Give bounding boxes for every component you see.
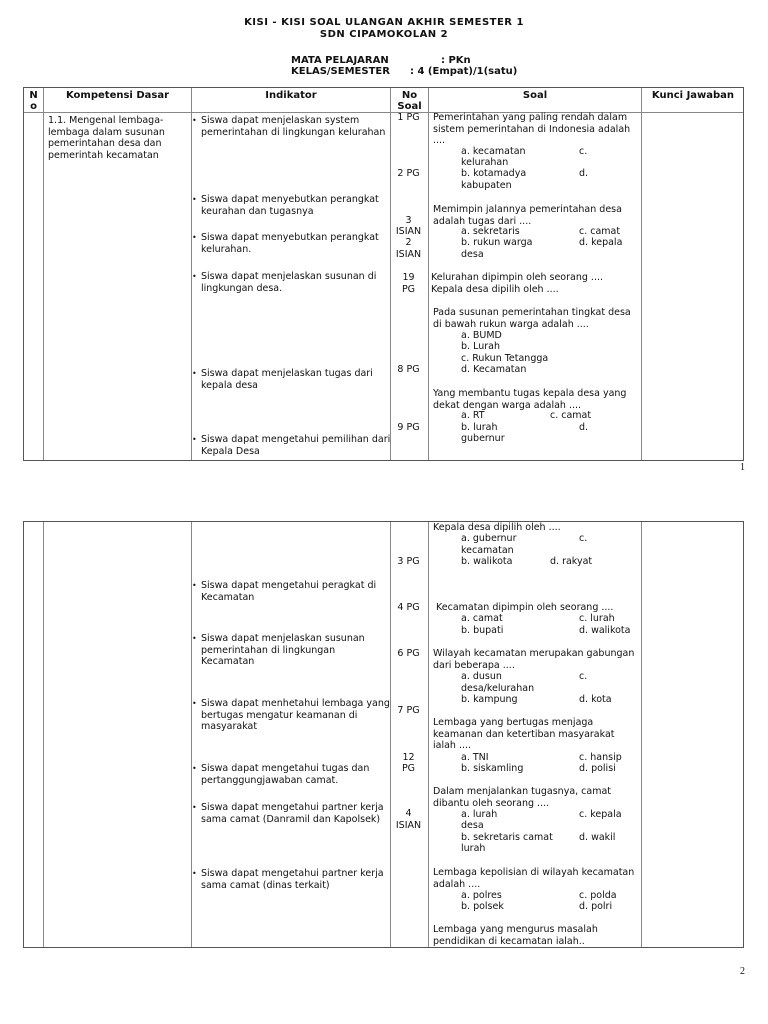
option: c. camat	[550, 410, 592, 421]
question-text: Wilayah kecamatan merupakan gabungan dari beberapa ....	[433, 648, 635, 671]
question-text: Kepala desa dipilih oleh ....	[433, 522, 561, 533]
option: lurah	[461, 843, 486, 854]
subject-label: MATA PELAJARAN	[291, 55, 389, 66]
class-label: KELAS/SEMESTER	[291, 66, 390, 77]
option: b. bupati	[461, 625, 504, 636]
option: a. gubernur	[461, 533, 517, 544]
option: c. kepala	[579, 809, 622, 820]
no-soal: PG	[401, 284, 416, 295]
question-text: Lembaga yang bertugas menjaga keamanan dan ketertiban masyarakat ialah ....	[433, 717, 615, 751]
option: desa/kelurahan	[461, 683, 535, 694]
option: a. polres	[461, 890, 502, 901]
indikator-item: • Siswa dapat menyebutkan perangkat keurahan dan tugasnya	[201, 194, 391, 217]
option: c. polda	[579, 890, 617, 901]
option: a. sekretaris	[461, 226, 520, 237]
header-soal: Soal	[522, 90, 548, 101]
indikator-item: • Siswa dapat mengetahui peragkat di Kecamatan	[201, 580, 391, 603]
no-soal: 4 PG	[397, 602, 420, 613]
no-soal: 2	[405, 237, 412, 248]
option: d. polri	[579, 901, 613, 912]
school-name: SDN CIPAMOKOLAN 2	[319, 29, 449, 40]
no-soal: 1 PG	[397, 112, 420, 123]
class-value: : 4 (Empat)/1(satu)	[410, 66, 518, 77]
question-text: Kecamatan dipimpin oleh seorang ....	[433, 602, 614, 613]
option: b. Lurah	[461, 341, 500, 352]
option: a. TNI	[461, 752, 489, 763]
option: c.	[579, 533, 588, 544]
no-soal: 6 PG	[397, 648, 420, 659]
page-number: 1	[740, 462, 745, 473]
option: b. walikota	[461, 556, 513, 567]
option: c.	[579, 671, 588, 682]
question-text: Pada susunan pemerintahan tingkat desa di bawah rukun warga adalah ....	[433, 307, 631, 330]
question-text: Pemerintahan yang paling rendah dalam sistem pemerintahan di Indonesia adalah ....	[433, 112, 631, 146]
option: c.	[579, 146, 588, 157]
option: d.	[579, 168, 589, 179]
indikator-item: • Siswa dapat mengetahui tugas dan pertanggungjawaban camat.	[201, 763, 391, 786]
no-soal: ISIAN	[395, 820, 422, 831]
indikator-item: • Siswa dapat mengetahui partner kerja sama camat (Danramil dan Kapolsek)	[201, 802, 391, 825]
no-soal: ISIAN	[395, 226, 422, 237]
option: c. hansip	[579, 752, 622, 763]
header-indikator: Indikator	[265, 90, 317, 101]
option: kabupaten	[461, 180, 512, 191]
option: b. kotamadya	[461, 168, 527, 179]
option: kelurahan	[461, 157, 509, 168]
option: d. kota	[579, 694, 612, 705]
header-no-soal: No Soal	[397, 90, 422, 112]
header-kompetensi: Kompetensi Dasar	[65, 90, 170, 101]
option: a. RT	[461, 410, 485, 421]
indikator-item: • Siswa dapat menjelaskan system pemerintahan di lingkungan kelurahan	[201, 115, 391, 138]
option: c. camat	[579, 226, 621, 237]
option: c. Rukun Tetangga	[461, 353, 549, 364]
option: desa	[461, 249, 484, 260]
option: b. sekretaris camat	[461, 832, 553, 843]
no-soal: 8 PG	[397, 364, 420, 375]
option: a. BUMD	[461, 330, 502, 341]
document-title: KISI - KISI SOAL ULANGAN AKHIR SEMESTER 1	[244, 17, 524, 28]
subject-value: : PKn	[441, 55, 471, 66]
option: a. camat	[461, 613, 503, 624]
option: d. rakyat	[550, 556, 593, 567]
indikator-item: • Siswa dapat mengetahui partner kerja sama camat (dinas terkait)	[201, 868, 391, 891]
option: kecamatan	[461, 545, 514, 556]
option: b. lurah	[461, 422, 498, 433]
option: d. polisi	[579, 763, 616, 774]
option: a. lurah	[461, 809, 498, 820]
indikator-item: • Siswa dapat menjelaskan susunan di lingkungan desa.	[201, 271, 391, 294]
indikator-item: • Siswa dapat menjelaskan susunan pemerintahan di lingkungan Kecamatan	[201, 633, 391, 668]
option: d. wakil	[579, 832, 616, 843]
question-text: Lembaga kepolisian di wilayah kecamatan adalah ....	[433, 867, 635, 890]
kompetensi-dasar: 1.1. Mengenal lembaga-lembaga dalam susunan pemerintahan desa dan pemerintah kecamatan	[48, 115, 165, 161]
option: gubernur	[461, 433, 505, 444]
page-number: 2	[740, 966, 745, 977]
question-text: Kepala desa dipilih oleh ....	[431, 284, 559, 295]
no-soal: 3 PG	[397, 556, 420, 567]
option: d. walikota	[579, 625, 631, 636]
question-text: Dalam menjalankan tugasnya, camat dibantu oleh seorang ....	[433, 786, 612, 809]
no-soal: 2 PG	[397, 168, 420, 179]
no-soal: 4	[405, 808, 412, 819]
indikator-item: • Siswa dapat mengetahui pemilihan dari Kepala Desa	[201, 434, 391, 457]
option: b. polsek	[461, 901, 504, 912]
indikator-item: • Siswa dapat menhetahui lembaga yang bertugas mengatur keamanan di masyarakat	[201, 698, 391, 733]
question-text: Lembaga yang mengurus masalah pendidikan di kecamatan ialah..	[433, 924, 598, 947]
indikator-item: • Siswa dapat menyebutkan perangkat kelurahan.	[201, 232, 391, 255]
question-text: Memimpin jalannya pemerintahan desa adalah tugas dari ....	[433, 204, 622, 227]
option: d.	[579, 422, 589, 433]
no-soal: PG	[401, 763, 416, 774]
option: c. lurah	[579, 613, 615, 624]
no-soal: 19	[402, 272, 415, 283]
no-soal: 7 PG	[397, 705, 420, 716]
question-text: Yang membantu tugas kepala desa yang dekat dengan warga adalah ....	[433, 388, 627, 411]
header-no: N o	[29, 90, 38, 112]
indikator-item: • Siswa dapat menjelaskan tugas dari kepala desa	[201, 368, 391, 391]
no-soal: ISIAN	[395, 249, 422, 260]
option: b. kampung	[461, 694, 518, 705]
option: b. rukun warga	[461, 237, 533, 248]
no-soal: 9 PG	[397, 422, 420, 433]
option: a. kecamatan	[461, 146, 526, 157]
question-text: Kelurahan dipimpin oleh seorang ....	[431, 272, 603, 283]
option: a. dusun	[461, 671, 502, 682]
option: d. Kecamatan	[461, 364, 527, 375]
option: d. kepala	[579, 237, 623, 248]
header-kunci: Kunci Jawaban	[651, 90, 735, 101]
no-soal: 3	[405, 215, 412, 226]
option: desa	[461, 820, 484, 831]
option: b. siskamling	[461, 763, 524, 774]
no-soal: 12	[402, 752, 415, 763]
